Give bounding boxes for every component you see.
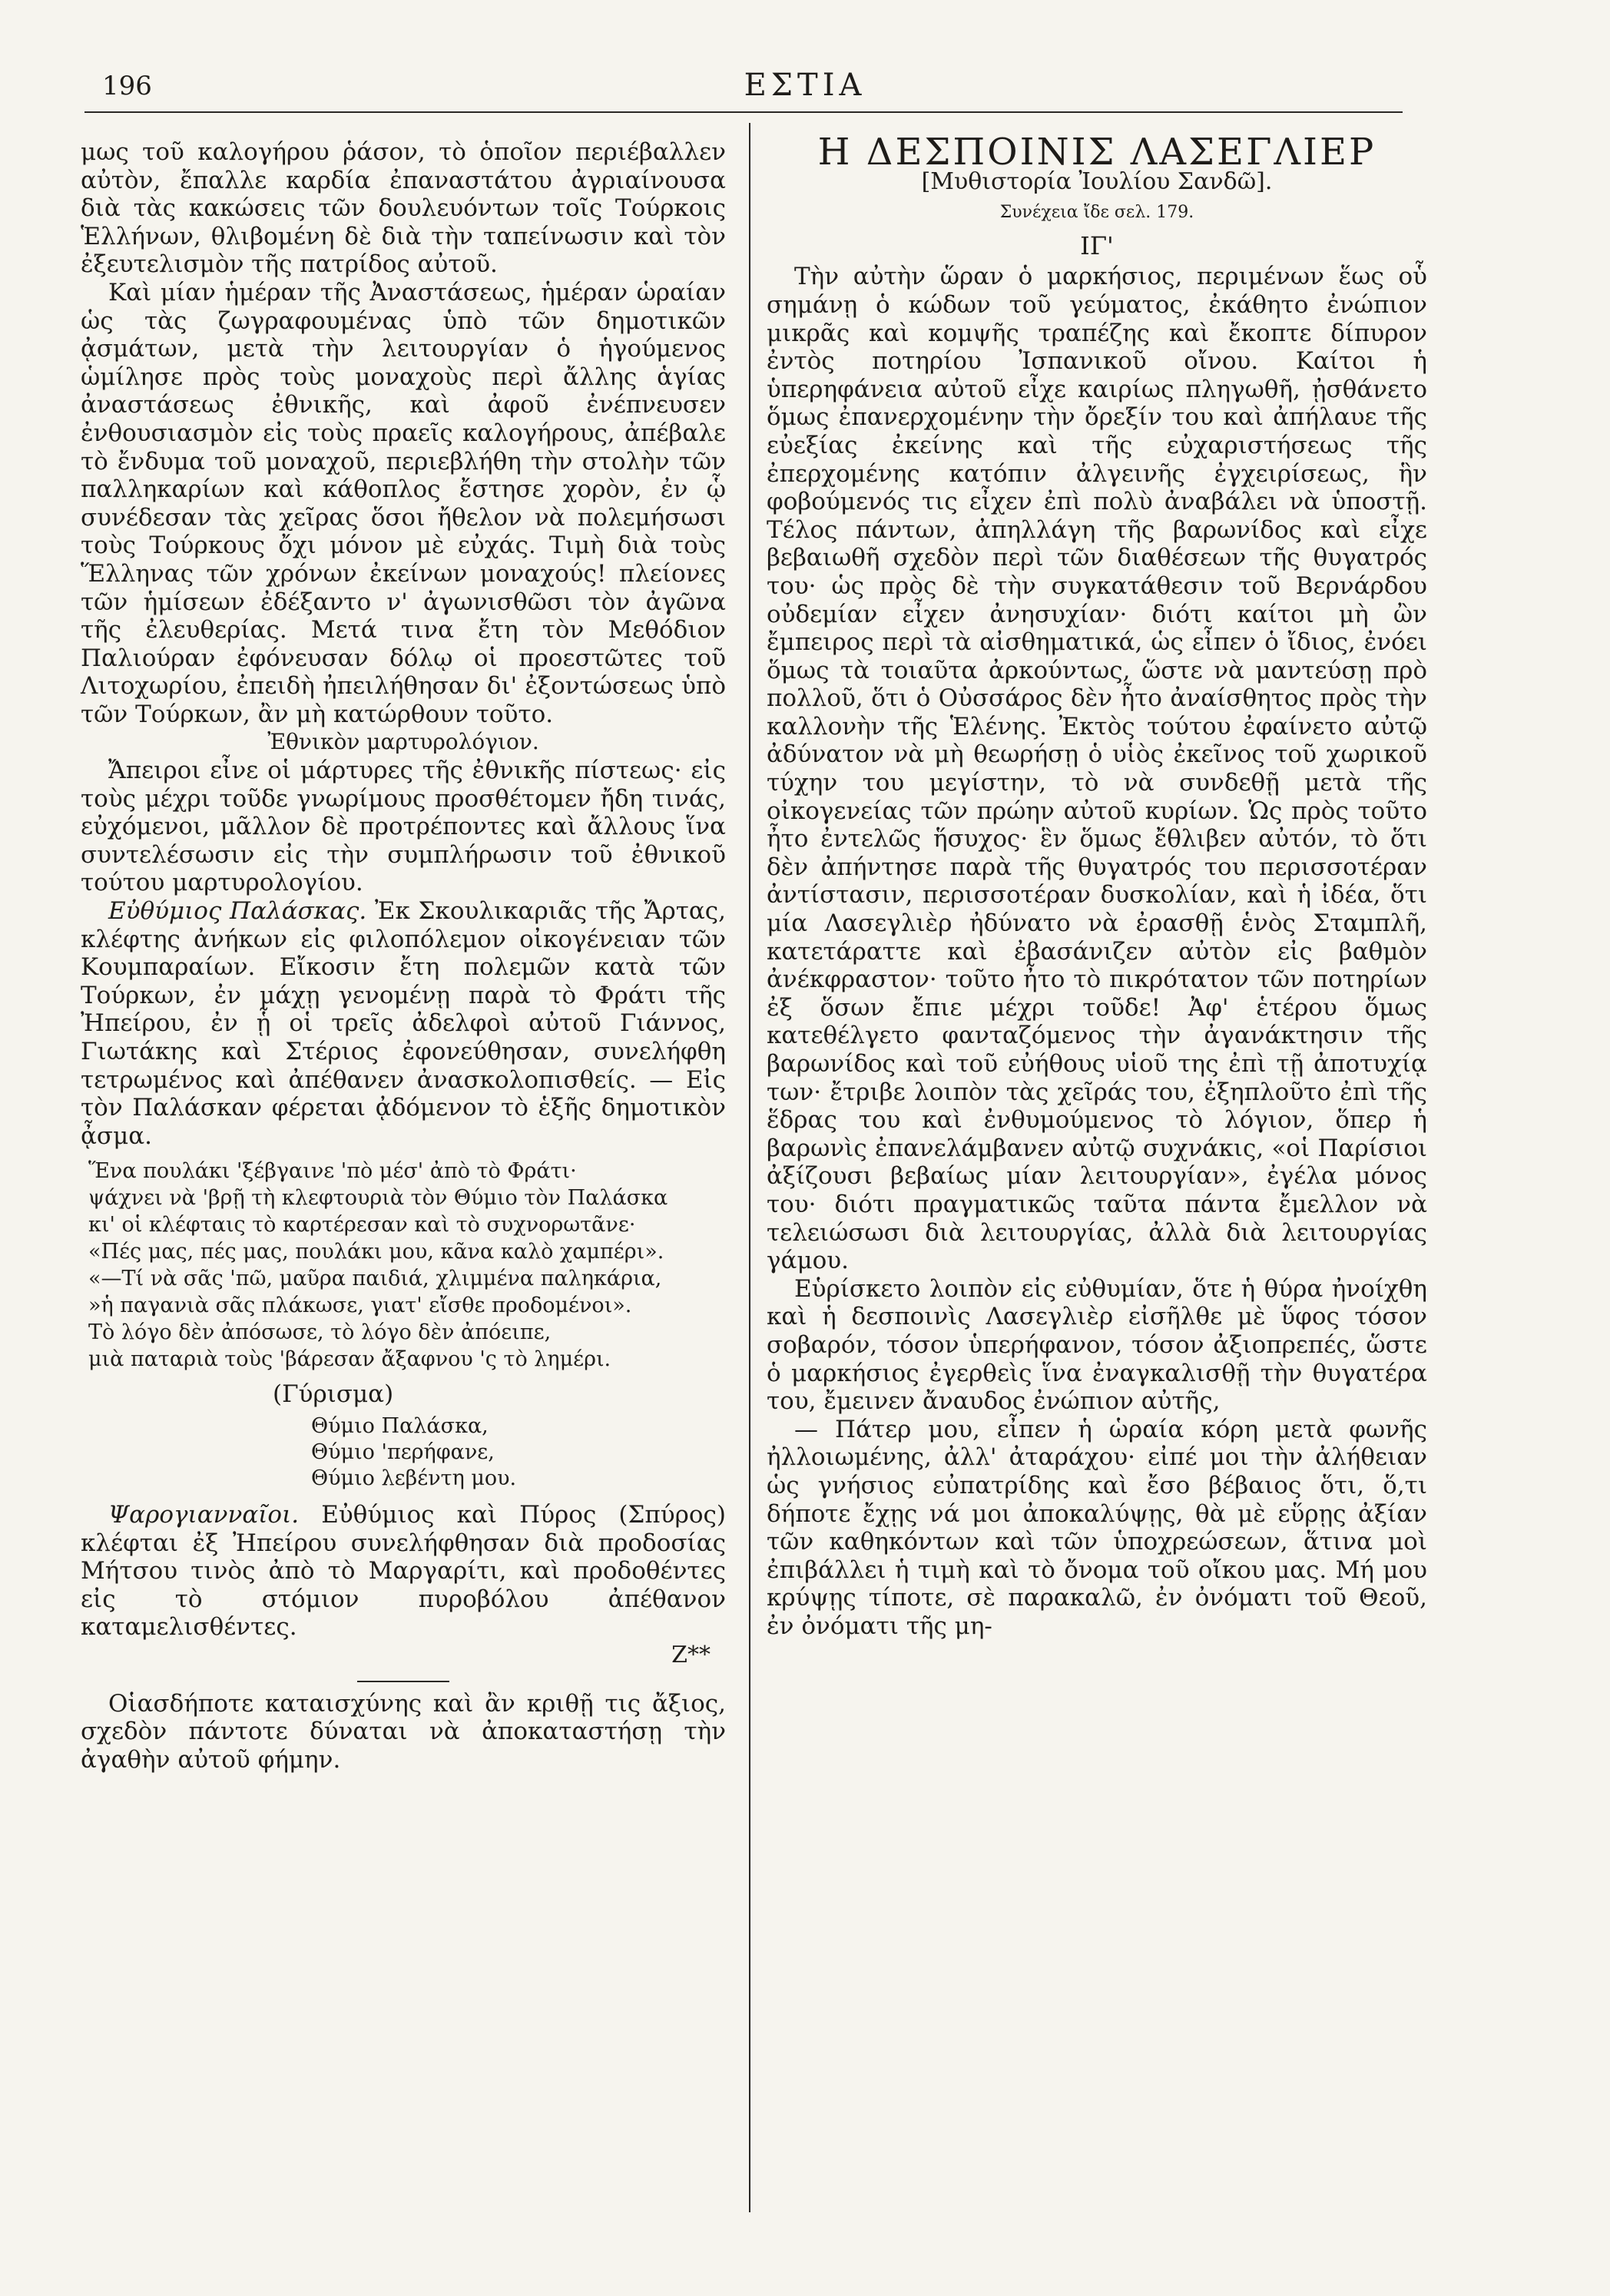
refrain-line: Θύμιο 'περήφανε, [311, 1440, 495, 1464]
story-subtitle: [Μυθιστορία Ἰουλίου Σανδῶ]. [921, 167, 1273, 195]
right-column [767, 131, 1427, 1640]
poem-line: μιὰ παταριὰ τοὺς 'βάρεσαν ἄξαφνου 'ς τὸ λημέρι. [88, 1347, 611, 1372]
section-intro: Ἄπειροι εἶνε οἱ μάρτυρες τῆς ἐθνικῆς πίστεως· εἰς τοὺς μέχρι τοῦδε γνωρίμους προσθέτομεν ἤδη τινάς, εὐχόμενοι, μᾶλλον δὲ προτρέποντες καὶ ἄλλους ἵνα συντελέσωσιν εἰς τὴν συμπλήρωσιν τοῦ ἐθνικοῦ τούτου μαρτυρολογίου. [81, 757, 726, 897]
refrain-line: Θύμιο Παλάσκα, [311, 1413, 489, 1438]
refrain-line: Θύμιο λεβέντη μου. [311, 1466, 517, 1490]
poem-line: «Πές μας, πές μας, πουλάκι μου, κᾶνα καλὸ χαμπέρι». [88, 1240, 664, 1264]
continuation-note: Συνέχεια ἴδε σελ. 179. [999, 203, 1194, 223]
martyr-name: Εὐθύμιος Παλάσκας. [108, 897, 367, 926]
separator-rule [357, 1681, 449, 1682]
poem-line: »ἡ παγανιὰ σᾶς πλάκωσε, γιατ' εἴσθε προδομένοι». [88, 1294, 632, 1318]
poem-line: Ἕνα πουλάκι 'ξέβγαινε 'πὸ μέσ' ἀπὸ τὸ Φράτι· [88, 1159, 577, 1184]
martyr-entry [81, 897, 726, 1150]
paragraph: Καὶ μίαν ἡμέραν τῆς Ἀναστάσεως, ἡμέραν ὡραίαν ὡς τὰς ζωγραφουμένας ὑπὸ τῶν δημοτικῶν ᾀσμάτων, μετὰ τὴν λειτουργίαν ὁ ἡγούμενος ὡμίλησε πρὸς τοὺς μοναχοὺς περὶ ἄλλης ἁγίας ἀναστάσεως ἐθνικῆς, καὶ ἀφοῦ ἐνέπνευσεν ἐνθουσιασμὸν εἰς τοὺς πραεῖς καλογήρους, ἀπέβαλε τὸ ἔνδυμα τοῦ μοναχοῦ, περιεβλήθη τὴν στολὴν τῶν παλληκαρίων καὶ κάθοπλος ἔστησε χορὸν, ἐν ᾧ συνέδεσαν τὰς χεῖρας ὅσοι ἤθελον νὰ πολεμήσωσι τοὺς Τούρκους ὄχι μόνον μὲ εὐχάς. Τιμὴ διὰ τοὺς Ἕλληνας τῶν χρόνων ἐκείνων μοναχούς! πλείονες τῶν ἡμίσεων ἐδέξαντο ν' ἀγωνισθῶσι τὸν ἀγῶνα τῆς ἐλευθερίας. Μετά τινα ἔτη τὸν Μεθόδιον Παλιούραν ἐφόνευσαν δόλῳ οἱ προεστῶτες τοῦ Λιτοχωρίου, ἐπειδὴ ἠπειλήθησαν δι' ἐξοντώσεως ὑπὸ τῶν Τούρκων, ἂν μὴ κατώρθουν τοῦτο. [81, 278, 726, 728]
chapter-number: ΙΓ' [1080, 230, 1114, 260]
paragraph: — Πάτερ μου, εἶπεν ἡ ὡραία κόρη μετὰ φωνῆς ἠλλοιωμένης, ἀλλ' ἀταράχου· εἰπέ μοι τὴν ἀλήθειαν ὡς γνήσιος εὐπατρίδης καὶ ἔσο βέβαιος ὅτι, ὅ,τι δήποτε ἔχῃς νά μοι ἀποκαλύψῃς, θὰ μὲ εὕρῃς ἀξίαν τῶν καθηκόντων καὶ τῶν ὑποχρεώσεων, ἅτινα μοὶ ἐπιβάλλει ἡ τιμὴ καὶ τὸ ὄνομα τοῦ οἴκου μας. Μή μου κρύψῃς τίποτε, σὲ παρακαλῶ, ἐν ὀνόματι τοῦ Θεοῦ, ἐν ὀνόματι τῆς μη- [767, 1415, 1427, 1640]
closing-maxim: Οἱασδήποτε καταισχύνης καὶ ἂν κριθῇ τις ἄξιος, σχεδὸν πάντοτε δύναται νὰ ἀποκαταστήσῃ τὴν ἀγαθὴν αὐτοῦ φήμην. [81, 1689, 726, 1774]
section-heading: Ἐθνικὸν μαρτυρολόγιον. [267, 729, 539, 755]
running-head-title: ΕΣΤΙΑ [744, 68, 866, 103]
paragraph: Εὑρίσκετο λοιπὸν εἰς εὐθυμίαν, ὅτε ἡ θύρα ἠνοίχθη καὶ ἡ δεσποινὶς Λασεγλιὲρ εἰσῆλθε μὲ ὕφος τόσον σοβαρόν, τόσον ὑπερήφανον, τόσον ἀξιοπρεπές, ὥστε ὁ μαρκήσιος ἐγερθεὶς ἵνα ἐναγκαλισθῇ τὴν θυγατέρα του, ἔμεινεν ἄναυδος ἐνώπιον αὐτῆς, [767, 1274, 1427, 1416]
martyr-name: Ψαρογιανναῖοι. [108, 1500, 300, 1529]
refrain [311, 1413, 726, 1492]
poem-line: Τὸ λόγο δὲν ἀπόσωσε, τὸ λόγο δὲν ἀπόειπε, [88, 1320, 552, 1345]
refrain-title: (Γύρισμα) [273, 1380, 394, 1409]
martyr-text: Εὐθύμιος καὶ Πύρος (Σπύρος) κλέφται ἐξ Ἠπείρου συνελήφθησαν διὰ προδοσίας Μήτσου τινὸς ἀπὸ τὸ Μαργαρίτι, καὶ προδοθέντες εἰς τὸ στόμιον πυροβόλου ἀπέθανον καταμελισθέντες. [81, 1500, 726, 1642]
column-divider [749, 123, 750, 2212]
story-title: Η ΔΕΣΠΟΙΝΙΣ ΛΑΣΕΓΛΙΕΡ [817, 131, 1376, 174]
page-number: 196 [102, 71, 152, 101]
author-signature: Ζ** [671, 1641, 711, 1668]
left-column [81, 138, 726, 1774]
martyr-entry [81, 1501, 726, 1642]
paragraph: μως τοῦ καλογήρου ῥάσον, τὸ ὁποῖον περιέβαλλεν αὐτὸν, ἔπαλλε καρδία ἐπαναστάτου ἀγριαίνουσα διὰ τὰς κακώσεις τῶν δουλευόντων τοῖς Τούρκοις Ἑλλήνων, θλιβομένη δὲ διὰ τὴν ταπείνωσιν καὶ τὸν ἐξευτελισμὸν τῆς πατρίδος αὐτοῦ. [81, 138, 726, 279]
poem-line: ψάχνει νὰ 'βρῇ τὴ κλεφτουριὰ τὸν Θύμιο τὸν Παλάσκα [88, 1186, 668, 1211]
poem-line: κι' οἱ κλέφταις τὸ καρτέρεσαν καὶ τὸ συχνορωτᾶνε· [88, 1213, 636, 1237]
poem-line: «—Τί νὰ σᾶς 'πῶ, μαῦρα παιδιά, χλιμμένα παληκάρια, [88, 1267, 662, 1291]
folk-poem [88, 1158, 726, 1373]
martyr-text: Ἐκ Σκουλικαριᾶς τῆς Ἄρτας, κλέφτης ἀνήκων εἰς φιλοπόλεμον οἰκογένειαν τῶν Κουμπαραίων. Εἴκοσιν ἔτη πολεμῶν κατὰ τῶν Τούρκων, ἐν μάχῃ γενομένῃ παρὰ τὸ Φράτι τῆς Ἠπείρου, ἐν ᾗ οἱ τρεῖς ἀδελφοὶ αὐτοῦ Γιάννος, Γιωτάκης καὶ Στέριος ἐφονεύθησαν, συνελήφθη τετρωμένος καὶ ἀπέθανεν ἀνασκολοπισθείς. — Εἰς τὸν Παλάσκαν φέρεται ᾀδόμενον τὸ ἑξῆς δημοτικὸν ᾆσμα. [81, 897, 726, 1150]
paragraph: Τὴν αὐτὴν ὥραν ὁ μαρκήσιος, περιμένων ἕως οὗ σημάνῃ ὁ κώδων τοῦ γεύματος, ἐκάθητο ἐνώπιον μικρᾶς καὶ κομψῆς τραπέζης καὶ ἔκοπτε δίπυρον ἐντὸς ποτηρίου Ἰσπανικοῦ οἴνου. Καίτοι ἡ ὑπερηφάνεια αὐτοῦ εἶχε καιρίως πληγωθῆ, ᾐσθάνετο ὅμως ἐπανερχομένην τὴν ὄρεξίν του καὶ ἀπήλαυε τῆς εὐεξίας ἐκείνης καὶ τῆς εὐχαριστήσεως τῆς ἐπερχομένης κατόπιν ἀλγεινῆς ἐγχειρίσεως, ἣν φοβούμενός τις εἶχεν ἐπὶ πολὺ ἀναβάλει νὰ ὑποστῇ. Τέλος πάντων, ἀπηλλάγη τῆς βαρωνίδος καὶ εἶχε βεβαιωθῆ σχεδὸν περὶ τῶν διαθέσεων τῆς θυγατρός του· ὡς πρὸς δὲ τὴν συγκατάθεσιν τοῦ Βερνάρδου οὐδεμίαν εἶχεν ἀνησυχίαν· διότι καίτοι μὴ ὢν ἔμπειρος περὶ τὰ αἰσθηματικά, ὡς εἶπεν ὁ ἴδιος, ἐνόει ὅμως τὰ τοιαῦτα ἀρκούντως, ὥστε νὰ μαντεύσῃ πρὸ πολλοῦ, ὅτι ὁ Οὐσσάρος δὲν ἦτο ἀναίσθητος πρὸς τὴν καλλονὴν τῆς Ἑλένης. Ἐκτὸς τούτου ἐφαίνετο αὐτῷ ἀδύνατον νὰ μὴ θεωρήσῃ ὁ υἱὸς ἐκεῖνος τοῦ χωρικοῦ τύχην του μεγίστην, τὸ νὰ συνδεθῇ μετὰ τῆς οἰκογενείας τῶν πρώην αὐτοῦ κυρίων. Ὡς πρὸς τοῦτο ἦτο ἐντελῶς ἥσυχος· ἓν ὅμως ἔθλιβεν αὐτόν, τὸ ὅτι δὲν ἀπήντησε παρὰ τῆς θυγατρός του περισσοτέραν ἀντίστασιν, περισσοτέραν δυσκολίαν, καὶ ἡ ἰδέα, ὅτι μία Λασεγλιὲρ ἠδύνατο νὰ ἐρασθῇ ἑνὸς Σταμπλῆ, κατετάραττε καὶ ἐβασάνιζεν αὐτὸν εἰς βαθμὸν ἀνέκφραστον· τοῦτο ἦτο τὸ πικρότατον τῶν ποτηρίων ἐξ ὅσων ἔπιε μέχρι τοῦδε! Ἀφ' ἑτέρου ὅμως κατεθέλγετο φανταζόμενος τὴν ἀγανάκτησιν τῆς βαρωνίδος καὶ τοῦ εὐήθους υἱοῦ της ἐπὶ τῇ ἀποτυχίᾳ των· ἔτριβε λοιπὸν τὰς χεῖράς του, ἐξηπλοῦτο ἐπὶ τῆς ἕδρας του καὶ ἐνθυμούμενος τὸ λόγιον, ὅπερ ἡ βαρωνὶς ἐπανελάμβανεν αὐτῷ συχνάκις, «οἱ Παρίσιοι ἀξίζουσι βεβαίως μίαν λειτουργίαν», ἐγέλα μόνος του· διότι πραγματικῶς ταῦτα πάντα ἔμελλον νὰ τελειώσωσι διὰ λειτουργίας, ἀλλὰ διὰ λειτουργίας γάμου. [767, 263, 1427, 1275]
header-rule [84, 111, 1403, 113]
